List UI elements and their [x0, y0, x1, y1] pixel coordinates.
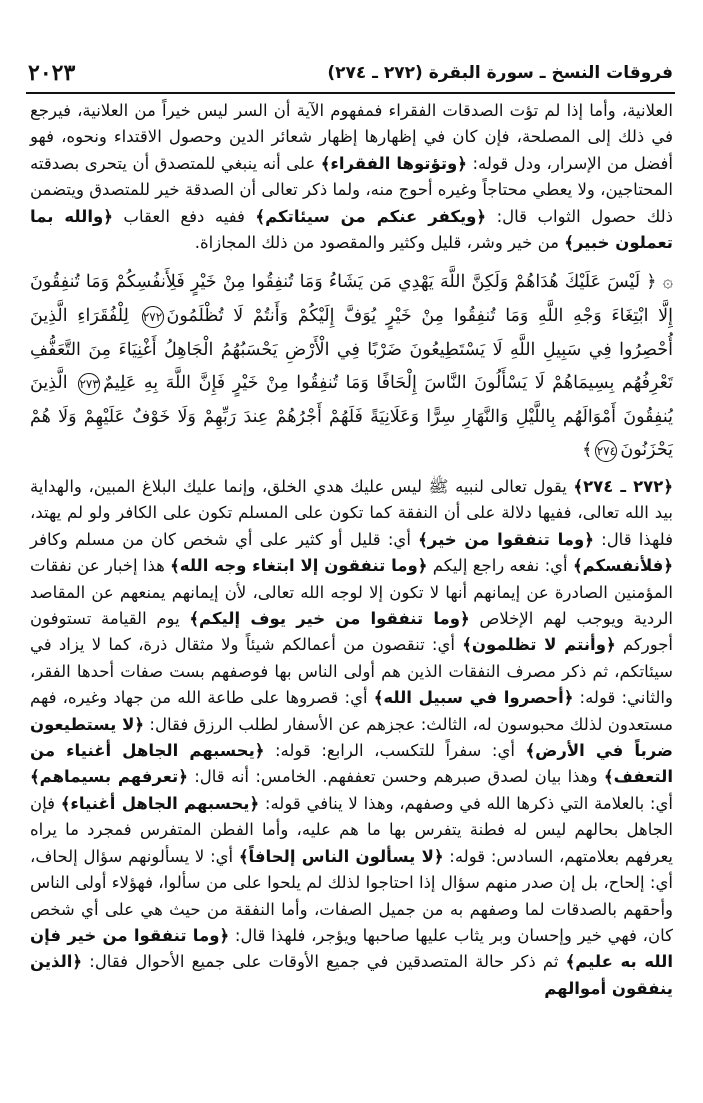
verse-range-ref: ﴿٢٧٢ ـ ٢٧٤﴾	[573, 477, 673, 496]
page-number: ٢٠٢٣	[28, 60, 76, 86]
quran-quote: ﴿وما تنفقوا من خير﴾	[418, 529, 594, 549]
quran-quote: ﴿والله بما تعملون خبير﴾	[30, 206, 673, 253]
text-run: يقول تعالى لنبيه ﷺ ليس عليك هدي الخلق، وإنما عليك البلاغ المبين، والهداية بيد الله تعالى، ففيها دلالة على أن النفقة كما تكون على المسلم تكون على الكافر ولو لم يهتد، فلهذا قال:	[30, 477, 674, 549]
paragraph-commentary-end	[30, 98, 673, 256]
text-run: أي: سفراً للتكسب، الرابع: قوله:	[264, 741, 526, 761]
quran-quote: ﴿لا يستطيعون ضرباً في الأرض﴾	[30, 714, 673, 761]
text-run: أي: بالعلامة التي ذكرها الله في وصفهم، وهذا لا ينافي قوله:	[259, 793, 673, 813]
verse-number-274: ٢٧٤	[595, 440, 617, 462]
text-run: على أنه ينبغي للمتصدق أن يتحرى بصدقته المحتاجين، ولا يعطي محتاجاً وغيره أحوج منه، ولما ذكر تعالى أن الصدقة خير للمتصدق ويتضمن ذلك حصول الثواب قال:	[30, 153, 674, 226]
text-run: ثم ذكر حالة المتصدقين في جميع الأوقات على جميع الأحوال فقال:	[82, 952, 566, 972]
text-run: ففيه دفع العقاب	[112, 206, 256, 226]
text-run: العلانية، وأما إذا لم تؤت الصدقات الفقراء فمفهوم الآية أن السر ليس خيراً من العلانية، فيرجع في ذلك إلى المصلحة، فإن كان في إظهارها إظهار شعائر الدين وحصول الاقتداء ونحوه، فهو أفضل من الإسرار، ودل قوله:	[30, 101, 673, 173]
quran-quote: ﴿يحسبهم الجاهل أغنياء من التعفف﴾	[30, 741, 673, 787]
verse-close-bracket: ﴾	[582, 440, 593, 461]
text-run: فإن الجاهل بحالهم ليس له فطنة يتفرس بها ما هم عليه، وأما الفطن المتفرس فمجرد ما يراه يعرفهم بعلامتهم، السادس: قوله:	[30, 793, 673, 866]
quran-quote: ﴿لا يسألون الناس إلحافاً﴾	[238, 846, 444, 866]
text-run: أي: قليل أو كثير على أي شخص كان من مسلم وكافر	[30, 529, 419, 549]
header-rule	[26, 92, 675, 94]
quran-quote: ﴿ويكفر عنكم من سيئاتكم﴾	[255, 206, 487, 226]
page-header	[28, 58, 673, 88]
quran-quote: ﴿الذين ينفقون أموالهم	[30, 952, 673, 998]
quran-quote: ﴿وما تنفقوا من خير يوف إليكم﴾	[189, 609, 470, 629]
quran-quote: ﴿وأنتم لا تظلمون﴾	[462, 635, 616, 655]
running-title: فروقات النسخ ـ سورة البقرة (٢٧٢ ـ ٢٧٤)	[327, 63, 673, 83]
quran-quote: ﴿أحصروا في سبيل الله﴾	[373, 688, 574, 708]
quran-quote: ﴿وما تنفقون إلا ابتغاء وجه الله﴾	[170, 556, 428, 576]
verse-number-273: ٢٧٣	[78, 373, 100, 395]
quran-quote: ﴿يحسبهم الجاهل أغنياء﴾	[60, 793, 260, 813]
rub-el-hizb-icon: ۞	[662, 272, 673, 293]
quran-quote: ﴿وما تنفقوا من خير فإن الله به عليم﴾	[30, 925, 673, 972]
verse-274: الَّذِينَ يُنفِقُونَ أَمْوَالَهُم بِاللَّيْلِ وَالنَّهَارِ سِرًّا وَعَلَانِيَةً فَلَهُمْ أَجْرُهُمْ عِندَ رَبِّهِمْ وَلَا خَوْفٌ عَلَيْهِمْ وَلَا هُمْ يَحْزَنُونَ	[30, 373, 673, 461]
quran-quote: ﴿فلأنفسكم﴾	[572, 556, 674, 576]
text-run: وهذا بيان لصدق صبرهم وحسن تعففهم. الخامس: أنه قال:	[187, 767, 604, 787]
text-run: أي: قصروها على طاعة الله من جهاد وغيره، فهم مستعدون لذلك محبوسون له، الثالث: عجزهم عن الأسفار لطلب الرزق فقال:	[30, 688, 673, 734]
verse-number-272: ٢٧٢	[142, 306, 164, 328]
quran-verses-block	[30, 266, 673, 468]
quran-quote: ﴿وتؤتوها الفقراء﴾	[320, 153, 467, 173]
text-run: يوم القيامة تستوفون أجوركم	[30, 609, 674, 655]
text-run: أي: نفعه راجع إليكم	[427, 556, 573, 576]
verse-272: ﴿ لَيْسَ عَلَيْكَ هُدَاهُمْ وَلَكِنَّ اللَّهَ يَهْدِي مَن يَشَاءُ وَمَا تُنفِقُوا مِنْ خَيْرٍ فَلِأَنفُسِكُمْ وَمَا تُنفِقُونَ إِلَّا ابْتِغَاءَ وَجْهِ اللَّهِ وَمَا تُنفِقُوا مِنْ خَيْرٍ يُوَفَّ إِلَيْكُمْ وَأَنتُمْ لَا تُظْلَمُونَ	[30, 272, 673, 327]
text-run: من خير وشر، قليل وكثير والمقصود من ذلك المجازاة.	[194, 233, 565, 253]
text-run: أي: تنقصون من أعمالكم شيئاً ولا مثقال ذرة، كما لا يزاد في سيئاتكم، ثم ذكر مصرف النفقات الذين هم أولى الناس بها فوصفهم بست صفات أحدها الفقر، والثاني: قوله:	[30, 635, 673, 708]
text-run: أي: لا يسألونهم سؤال إلحاف، أي: إلحاح، بل إن صدر منهم سؤال إذا احتاجوا لذلك لم يلحوا على من سألوا، فهؤلاء أولى الناس وأحقهم بالصدقات لما وصفهم به من جميل الصفات، وأما النفقة من حيث هي على أي شخص كان، فهي خير وإحسان وبر يثاب عليها صاحبها ويؤجر، فلهذا قال:	[30, 846, 673, 945]
paragraph-tafsir	[30, 474, 673, 1002]
verse-273: لِلْفُقَرَاءِ الَّذِينَ أُحْصِرُوا فِي سَبِيلِ اللَّهِ لَا يَسْتَطِيعُونَ ضَرْبًا فِي الْأَرْضِ يَحْسَبُهُمُ الْجَاهِلُ أَغْنِيَاءَ مِنَ التَّعَفُّفِ تَعْرِفُهُم بِسِيمَاهُمْ لَا يَسْأَلُونَ النَّاسَ إِلْحَافًا وَمَا تُنفِقُوا مِنْ خَيْرٍ فَإِنَّ اللَّهَ بِهِ عَلِيمٌ	[30, 306, 673, 394]
page-content	[30, 98, 673, 1002]
quran-quote: ﴿تعرفهم بسيماهم﴾	[30, 767, 188, 787]
text-run: هذا إخبار عن نفقات المؤمنين الصادرة عن إيمانهم أنها لا تكون إلا لوجه الله تعالى، لأن إيمانهم يمنعهم عن المقاصد الردية ويوجب لهم الإخلاص	[30, 556, 673, 629]
